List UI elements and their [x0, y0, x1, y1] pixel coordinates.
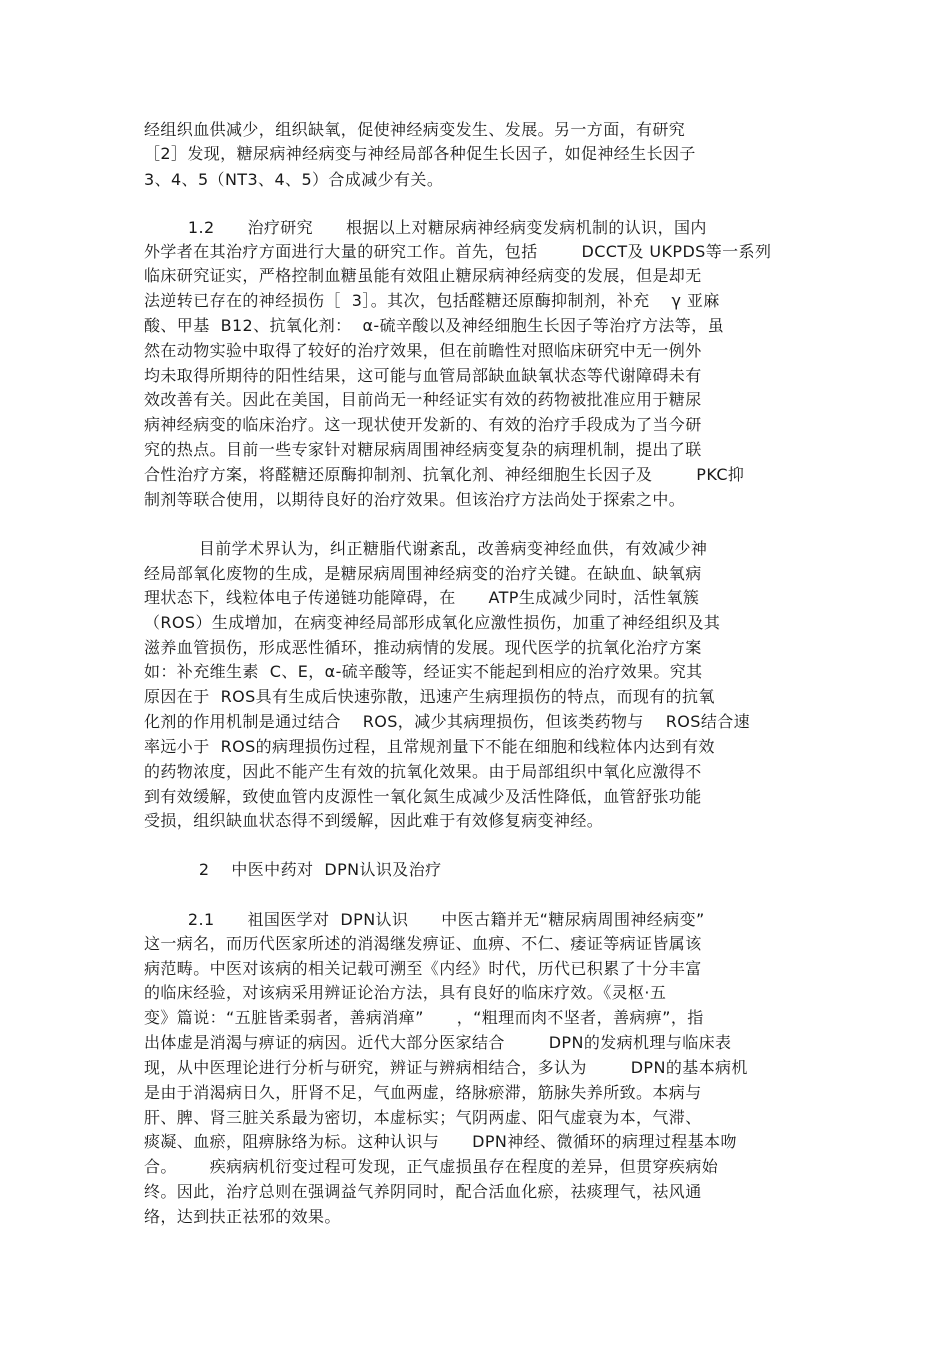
text-line: 痰凝、血瘀，阻痹脉络为标。这种认识与 DPN神经、微循环的病理过程基本吻 — [144, 1132, 737, 1151]
text-line: 合。 疾病病机衍变过程可发现，正气虚损虽存在程度的差异，但贯穿疾病始 — [144, 1157, 719, 1176]
section-heading: 2 中医中药对 DPN认识及治疗 — [144, 860, 442, 879]
text-line: 均未取得所期待的阳性结果，这可能与血管局部缺血缺氧状态等代谢障碍未有 — [144, 366, 702, 385]
text-line: 变》篇说：“五脏皆柔弱者，善病消瘅” ，“粗理而肉不坚者，善病痹”，指 — [144, 1008, 704, 1027]
text-line: 是由于消渴病日久，肝肾不足，气血两虚，络脉瘀滞，筋脉失养所致。本病与 — [144, 1083, 702, 1102]
text-line: 如：补充维生素 C、E，α-硫辛酸等，经证实不能起到相应的治疗效果。究其 — [144, 662, 703, 681]
text-line: 化剂的作用机制是通过结合 ROS，减少其病理损伤，但该类药物与 ROS结合速 — [144, 712, 751, 731]
text-line: 然在动物实验中取得了较好的治疗效果，但在前瞻性对照临床研究中无一例外 — [144, 341, 702, 360]
text-line: （ROS）生成增加，在病变神经局部形成氧化应激性损伤，加重了神经组织及其 — [144, 613, 721, 632]
text-line: 滋养血管损伤，形成恶性循环，推动病情的发展。现代医学的抗氧化治疗方案 — [144, 638, 702, 657]
text-line: 现，从中医理论进行分析与研究，辨证与辨病相结合，多认为 DPN的基本病机 — [144, 1058, 748, 1077]
text-line: 率远小于 ROS的病理损伤过程，且常规剂量下不能在细胞和线粒体内达到有效 — [144, 737, 715, 756]
text-line: 制剂等联合使用，以期待良好的治疗效果。但该治疗方法尚处于探索之中。 — [144, 490, 686, 509]
text-line: 效改善有关。因此在美国，目前尚无一种经证实有效的药物被批准应用于糖尿 — [144, 390, 702, 409]
text-line: 病范畴。中医对该病的相关记载可溯至《内经》时代，历代已积累了十分丰富 — [144, 959, 702, 978]
text-line: 1.2 治疗研究 根据以上对糖尿病神经病变发病机制的认识，国内 — [144, 218, 707, 237]
text-line: 究的热点。目前一些专家针对糖尿病周围神经病变复杂的病理机制，提出了联 — [144, 440, 702, 459]
text-line: 法逆转已存在的神经损伤［ 3］。其次，包括醛糖还原酶抑制剂，补充 γ 亚麻 — [144, 291, 720, 310]
text-line: 的临床经验，对该病采用辨证论治方法，具有良好的临床疗效。《灵枢·五 — [144, 983, 667, 1002]
text-line: 原因在于 ROS具有生成后快速弥散，迅速产生病理损伤的特点，而现有的抗氧 — [144, 687, 715, 706]
text-line: 3、4、5（NT3、4、5）合成减少有关。 — [144, 170, 444, 189]
text-line: 经组织血供减少，组织缺氧，促使神经病变发生、发展。另一方面，有研究 — [144, 120, 686, 139]
text-line: 理状态下，线粒体电子传递链功能障碍，在 ATP生成减少同时，活性氧簇 — [144, 588, 700, 607]
text-line: 受损，组织缺血状态得不到缓解，因此难于有效修复病变神经。 — [144, 811, 604, 830]
text-line: 络，达到扶正祛邪的效果。 — [144, 1207, 341, 1226]
text-line: 合性治疗方案，将醛糖还原酶抑制剂、抗氧化剂、神经细胞生长因子及 PKC抑 — [144, 465, 745, 484]
text-line: 出体虚是消渴与痹证的病因。近代大部分医家结合 DPN的发病机理与临床表 — [144, 1033, 732, 1052]
text-line: 临床研究证实，严格控制血糖虽能有效阻止糖尿病神经病变的发展，但是却无 — [144, 266, 702, 285]
text-line: 目前学术界认为，纠正糖脂代谢紊乱，改善病变神经血供，有效减少神 — [144, 539, 708, 558]
text-line: ［2］发现，糖尿病神经病变与神经局部各种促生长因子，如促神经生长因子 — [144, 144, 696, 163]
text-line: 肝、脾、肾三脏关系最为密切，本虚标实；气阴两虚、阳气虚衰为本，气滞、 — [144, 1108, 702, 1127]
text-line: 酸、甲基 B12、抗氧化剂： α-硫辛酸以及神经细胞生长因子等治疗方法等，虽 — [144, 316, 725, 335]
text-line: 的药物浓度，因此不能产生有效的抗氧化效果。由于局部组织中氧化应激得不 — [144, 762, 702, 781]
text-line: 经局部氧化废物的生成，是糖尿病周围神经病变的治疗关键。在缺血、缺氧病 — [144, 564, 702, 583]
text-line: 到有效缓解，致使血管内皮源性一氧化氮生成减少及活性降低，血管舒张功能 — [144, 787, 702, 806]
text-line: 2.1 祖国医学对 DPN认识 中医古籍并无“糖尿病周围神经病变” — [144, 910, 705, 929]
text-line: 病神经病变的临床治疗。这一现状使开发新的、有效的治疗手段成为了当今研 — [144, 415, 702, 434]
text-line: 这一病名，而历代医家所述的消渴继发痹证、血痹、不仁、痿证等病证皆属该 — [144, 934, 702, 953]
text-line: 外学者在其治疗方面进行大量的研究工作。首先，包括 DCCT及 UKPDS等一系列 — [144, 242, 772, 261]
text-line: 终。因此，治疗总则在强调益气养阴同时，配合活血化瘀，祛痰理气，祛风通 — [144, 1182, 702, 1201]
